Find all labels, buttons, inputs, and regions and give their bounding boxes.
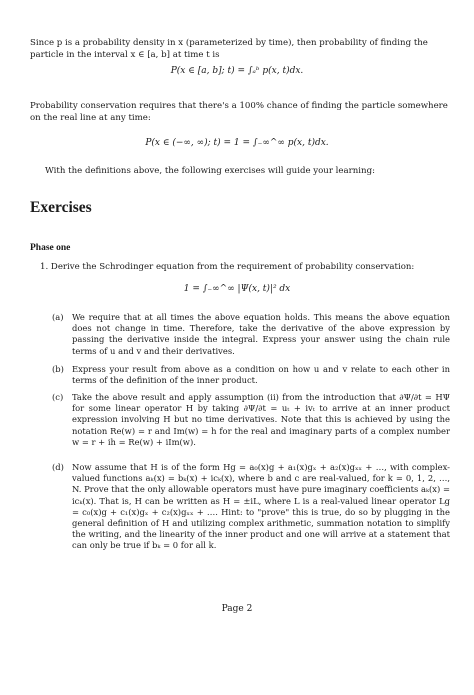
exercise-1a — [52, 312, 450, 357]
exercise-1a-label: (a) — [52, 312, 64, 322]
exercise-1a-text: We require that at all times the above equation holds. This means the above equation does not change in time. Therefore, take the derivative of the above expression by passing the derivative inside the integral. Express your answer using the chain rule terms of u and v and their derivatives. — [72, 312, 450, 356]
intro-paragraph-3: With the definitions above, the following exercises will guide your learning: — [45, 166, 375, 176]
exercise-1c — [52, 392, 450, 448]
exercise-1c-text: Take the above result and apply assumption (ii) from the introduction that ∂Ψ/∂t = HΨ for some linear operator H by taking ∂Ψ/∂t = uₜ + ivₜ to arrive at an inner product expression involving H but no time derivatives. Note that this is achieved by using the notation Re(w) = r and Im(w) = h for the real and imaginary parts of a complex number w = r + ih = Re(w) + iIm(w). — [72, 392, 450, 447]
equation-probability-conservation — [0, 138, 474, 148]
equation-probability-interval — [0, 66, 474, 76]
exercise-1b — [52, 364, 450, 386]
phase-title: Phase one — [30, 243, 71, 253]
exercise-1b-label: (b) — [52, 364, 64, 374]
equation-probability-conservation-text: P(x ∈ (−∞, ∞); t) = 1 = ∫₋∞^∞ p(x, t)dx. — [145, 138, 329, 148]
exercise-1d-label: (d) — [52, 462, 64, 472]
exercise-1: 1. Derive the Schrodinger equation from the requirement of probability conservation: — [40, 262, 415, 272]
section-title: Exercises — [30, 199, 92, 216]
exercise-1d — [52, 462, 450, 552]
intro-paragraph-1: Since p is a probability density in x (parameterized by time), then probability of finding the particle in the interval x ∈ [a, b] at time t is — [30, 38, 428, 60]
intro-paragraph-2: Probability conservation requires that there's a 100% chance of finding the particle somewhere on the real line at any time: — [30, 101, 448, 123]
equation-normalization-text: 1 = ∫₋∞^∞ |Ψ(x, t)|² dx — [183, 284, 291, 294]
page-number: Page 2 — [221, 604, 253, 614]
equation-probability-interval-text: P(x ∈ [a, b]; t) = ∫ₐᵇ p(x, t)dx. — [170, 66, 304, 76]
exercise-1c-label: (c) — [52, 392, 64, 402]
exercise-1d-text: Now assume that H is of the form Hg = a₀(x)g + a₁(x)gₓ + a₂(x)gₓₓ + …, with complex-valued functions aₖ(x) = bₖ(x) + icₖ(x), where b and c are real-valued, for k = 0, 1, 2, …, N. Prove that the only allowable operators must have pure imaginary coefficients aₖ(x) = icₖ(x). That is, H can be written as H = ±iL, where L is a real-valued linear operator Lg = c₀(x)g + c₁(x)gₓ + c₂(x)gₓₓ + …. Hint: to "prove" this is true, do so by plugging in the general definition of H and utilizing complex arithmetic, summation notation to simplify the writing, and the linearity of the inner product and one will arrive at a statement that can only be true if bₖ = 0 for all k. — [72, 462, 450, 551]
exercise-1b-text: Express your result from above as a condition on how u and v relate to each other in terms of the definition of the inner product. — [72, 364, 450, 386]
equation-normalization — [0, 284, 474, 294]
